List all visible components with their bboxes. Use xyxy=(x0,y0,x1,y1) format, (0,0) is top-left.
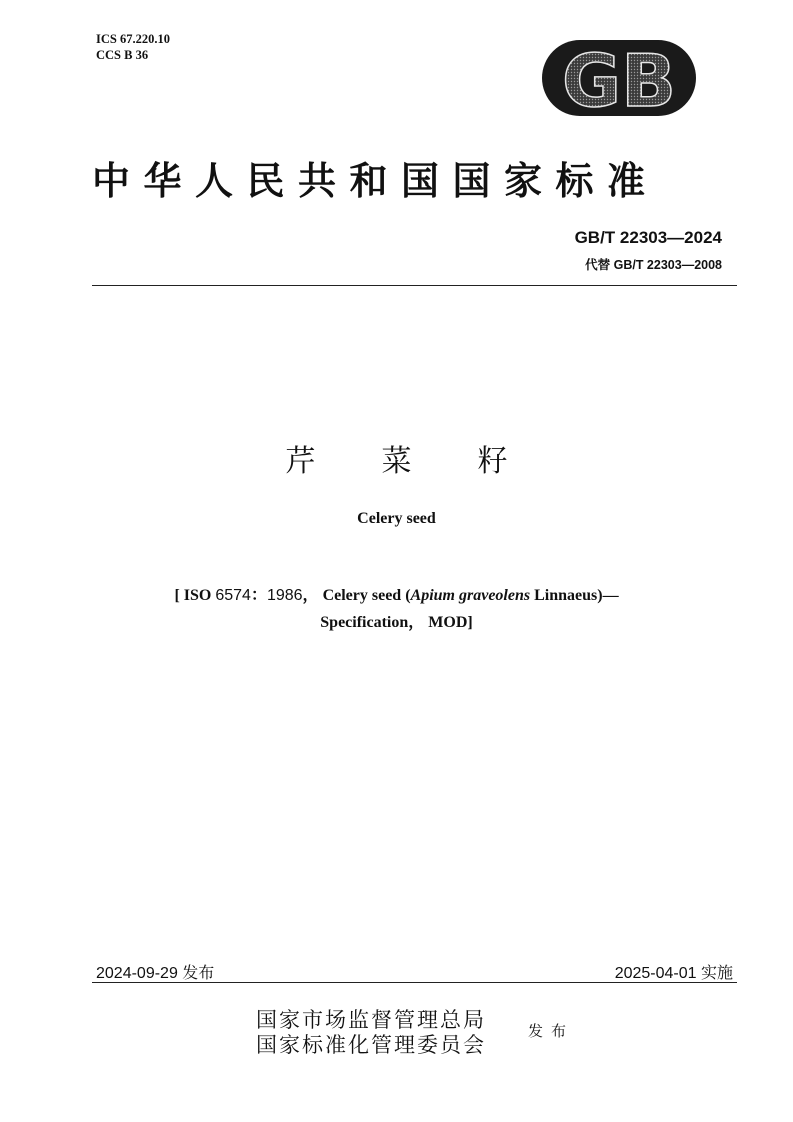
english-title: Celery seed xyxy=(357,510,436,527)
replaces-standard: 代替 GB/T 22303—2008 xyxy=(585,258,722,272)
issuer-sac: 国家标准化管理委员会 xyxy=(256,1033,486,1057)
ics-code: ICS 67.220.10 xyxy=(96,32,170,46)
national-standard-title: 中华人民共和国国家标准 xyxy=(92,159,659,203)
effective-date: 2025-04-01 实施 xyxy=(614,965,733,982)
issuer-samr: 国家市场监督管理总局 xyxy=(256,1008,486,1032)
chinese-title: 芹菜籽 xyxy=(285,444,574,479)
iso-reference-line1: [ ISO 6574：1986， Celery seed (Apium graveolens Linnaeus)— xyxy=(174,587,619,604)
footer-divider xyxy=(92,982,737,983)
issuing-authorities xyxy=(256,1008,486,1058)
classification-codes xyxy=(96,31,170,63)
ccs-code: CCS B 36 xyxy=(96,48,149,62)
iso-reference xyxy=(0,582,793,636)
standard-number: GB/T 22303—2024 xyxy=(574,228,722,247)
gb-logo xyxy=(540,38,698,118)
issue-label: 发布 xyxy=(528,1022,575,1040)
publish-date: 2024-09-29 发布 xyxy=(96,965,215,982)
header-divider xyxy=(92,285,737,286)
iso-reference-line2: Specification， MOD] xyxy=(320,614,473,631)
svg-text:GB: GB xyxy=(562,39,676,118)
